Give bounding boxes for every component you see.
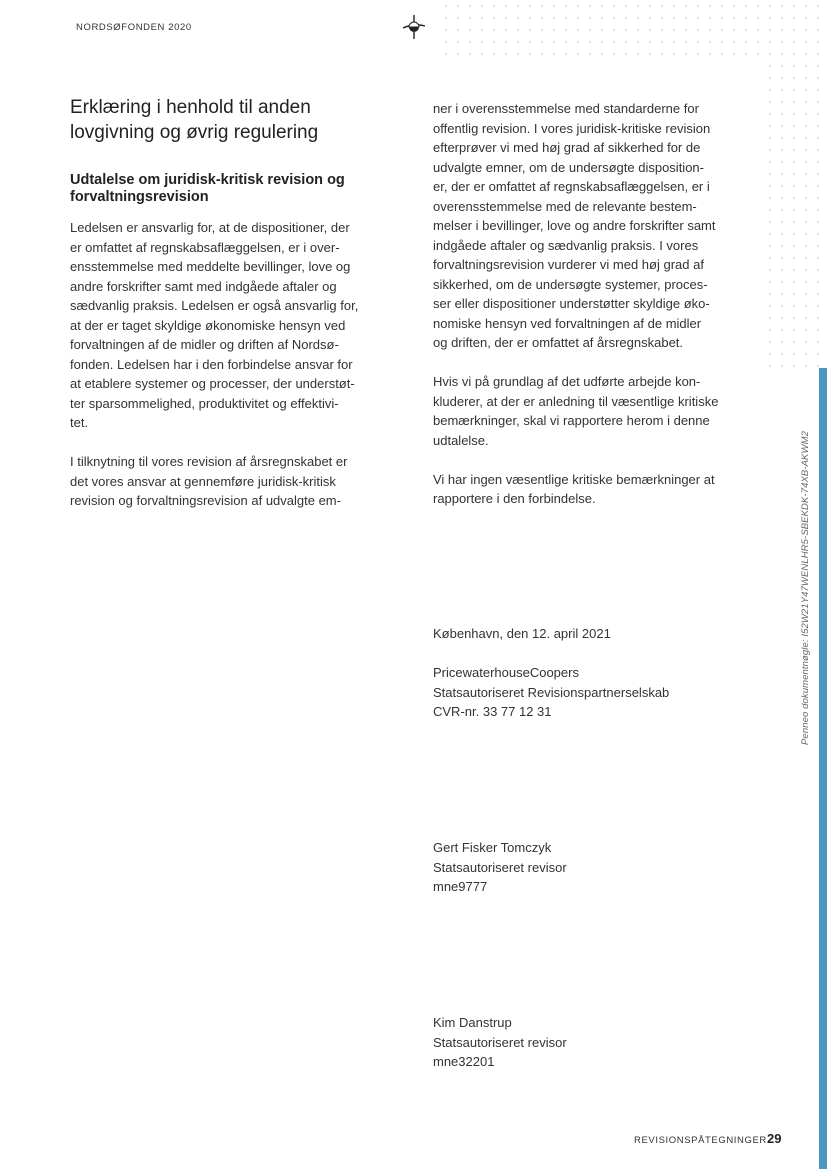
text-line: indgåede aftaler og sædvanlig praksis. I vores [433, 237, 699, 253]
text-line: at etablere systemer og processer, der understøt- [70, 376, 355, 391]
text-line: fonden. Ledelsen har i den forbindelse ansvar for [70, 356, 353, 372]
signatory-title: Statsautoriseret revisor [433, 859, 567, 875]
firm-block [433, 663, 669, 722]
text-line: forvaltningen af de midler og driften af Nordsø- [70, 337, 339, 352]
text-line: efterprøver vi med høj grad af sikkerhed for de [433, 140, 701, 155]
page-title: Erklæring i henhold til anden lovgivning og øvrig regulering [70, 97, 319, 143]
text-line: kluderer, at der er anledning til væsentlige kritiske [433, 393, 719, 409]
header-org-year: NORDSØFONDEN 2020 [76, 22, 192, 33]
signatory-name: Kim Danstrup [433, 1015, 512, 1030]
firm-cvr: CVR-nr. 33 77 12 31 [433, 704, 552, 719]
accent-side-bar [819, 368, 827, 1169]
paragraph-responsibility [70, 218, 395, 433]
text-line: Hvis vi på grundlag af det udførte arbejde kon- [433, 374, 701, 389]
penneo-document-key: Penneo dokumentnøgle: I52W21Y47WENLHR5-SBEKDK-74XB-AKWM2 [800, 431, 811, 745]
text-line: melser i bevillinger, love og andre forskrifter samt [433, 218, 716, 233]
text-line: udtalelse. [433, 432, 489, 448]
text-line: ner i overensstemmelse med standarderne for [433, 101, 699, 116]
signatory-block [433, 1013, 567, 1072]
text-line: Ledelsen er ansvarlig for, at de dispositioner, der [70, 220, 350, 235]
section-subtitle: Udtalelse om juridisk-kritisk revision og forvaltningsrevision [70, 172, 345, 205]
text-line: sædvanlig praksis. Ledelsen er også ansvarlig for, [70, 298, 359, 313]
text-line: sikkerhed, om de undersøgte systemer, proces- [433, 276, 708, 292]
text-line: ser eller dispositioner understøtter skyldige øko- [433, 296, 710, 311]
text-line: rapportere i den forbindelse. [433, 491, 596, 506]
text-line: udvalgte emner, om de undersøgte disposition- [433, 159, 704, 175]
paragraph-reporting [433, 372, 763, 450]
paragraph-conclusion [433, 470, 763, 509]
signatory-block [433, 838, 567, 897]
text-line: nomiske hensyn ved forvaltningen af de midler [433, 315, 702, 331]
signatory-id: mne9777 [433, 879, 488, 894]
text-line: ter sparsommelighed, produktivitet og effektivi- [70, 395, 339, 411]
footer-section-label: REVISIONSPÅTEGNINGER [634, 1135, 767, 1146]
text-line: revision og forvaltningsrevision af udvalgte em- [70, 493, 341, 508]
text-line: er omfattet af regnskabsaflæggelsen, er i over- [70, 239, 340, 255]
firm-name: PricewaterhouseCoopers [433, 665, 579, 680]
text-line: overensstemmelse med de relevante bestem- [433, 198, 697, 214]
text-line: bemærkninger, skal vi rapportere herom i denne [433, 413, 710, 428]
paragraph-audit-method [433, 99, 763, 353]
text-line: det vores ansvar at gennemføre juridisk-kritisk [70, 473, 336, 489]
signatory-title: Statsautoriseret revisor [433, 1034, 567, 1050]
text-line: offentlig revision. I vores juridisk-kritiske revision [433, 120, 711, 136]
place-date: København, den 12. april 2021 [433, 626, 611, 641]
signatory-name: Gert Fisker Tomczyk [433, 840, 552, 855]
text-line: er, der er omfattet af regnskabsaflæggelsen, er i [433, 179, 710, 194]
text-line: forvaltningsrevision vurderer vi med høj grad af [433, 257, 704, 272]
text-line: I tilknytning til vores revision af årsregnskabet er [70, 454, 348, 469]
text-line: andre forskrifter samt med indgåede aftaler og [70, 278, 337, 294]
text-line: ensstemmelse med meddelte bevillinger, love og [70, 259, 351, 274]
paragraph-audit-scope [70, 452, 395, 511]
signatory-id: mne32201 [433, 1054, 495, 1069]
text-line: at der er taget skyldige økonomiske hensyn ved [70, 317, 346, 333]
text-line: tet. [70, 415, 89, 430]
fonden-logo-icon [401, 14, 427, 40]
page-number: 29 [767, 1131, 782, 1146]
firm-type: Statsautoriseret Revisionspartnerselskab [433, 684, 670, 700]
left-text-column [70, 218, 395, 511]
text-line: Vi har ingen væsentlige kritiske bemærkninger at [433, 471, 715, 487]
text-line: og driften, der er omfattet af årsregnskabet. [433, 335, 684, 350]
right-text-column [433, 99, 763, 509]
